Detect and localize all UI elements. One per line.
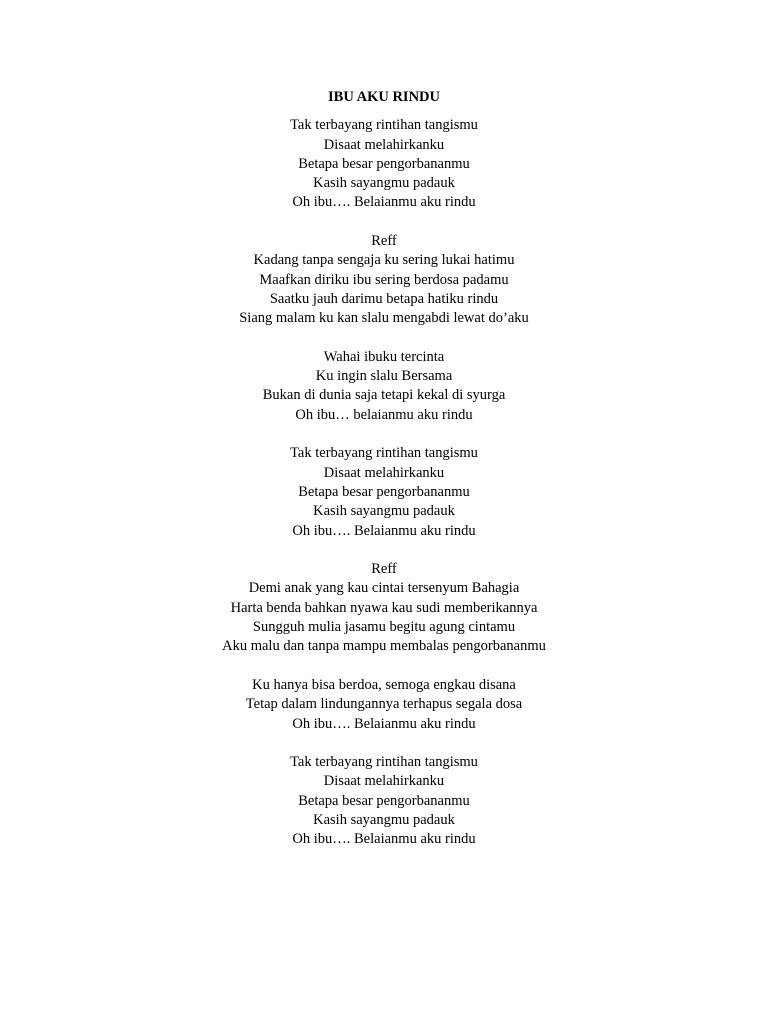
lyric-line: Demi anak yang kau cintai tersenyum Bahagia xyxy=(248,580,520,597)
lyric-line: Tak terbayang rintihan tangismu xyxy=(290,117,478,134)
lyric-line: Siang malam ku kan slalu mengabdi lewat do’aku xyxy=(239,310,529,327)
lyric-line: Kasih sayangmu padauk xyxy=(313,811,455,828)
lyric-line: Disaat melahirkanku xyxy=(323,136,445,153)
lyric-line: Kasih sayangmu padauk xyxy=(313,503,455,520)
lyric-line: Kasih sayangmu padauk xyxy=(313,175,455,192)
lyric-line: Disaat melahirkanku xyxy=(323,464,445,481)
song-title: IBU AKU RINDU xyxy=(328,89,440,105)
lyric-line: Oh ibu…. Belaianmu aku rindu xyxy=(292,194,476,211)
stanza xyxy=(0,676,768,734)
lyric-line: Tak terbayang rintihan tangismu xyxy=(290,445,478,462)
lyrics-body xyxy=(0,116,768,849)
stanza xyxy=(0,560,768,656)
lyric-line: Betapa besar pengorbananmu xyxy=(298,483,470,500)
lyric-line: Sungguh mulia jasamu begitu agung cintamu xyxy=(252,619,516,636)
lyric-line: Saatku jauh darimu betapa hatiku rindu xyxy=(269,290,499,307)
lyric-line: Reff xyxy=(371,233,397,250)
lyric-line: Tak terbayang rintihan tangismu xyxy=(290,754,478,771)
lyric-line: Oh ibu… belaianmu aku rindu xyxy=(295,406,473,423)
stanza xyxy=(0,232,768,328)
stanza xyxy=(0,348,768,425)
lyric-line: Reff xyxy=(371,561,397,578)
stanza xyxy=(0,116,768,212)
document-page xyxy=(0,88,768,869)
lyric-line: Ku ingin slalu Bersama xyxy=(315,368,453,385)
lyric-line: Betapa besar pengorbananmu xyxy=(298,155,470,172)
lyric-line: Bukan di dunia saja tetapi kekal di syurga xyxy=(262,387,506,404)
lyric-line: Oh ibu…. Belaianmu aku rindu xyxy=(292,522,476,539)
lyric-line: Kadang tanpa sengaja ku sering lukai hatimu xyxy=(253,252,515,269)
lyric-line: Tetap dalam lindungannya terhapus segala dosa xyxy=(245,696,523,713)
lyric-line: Disaat melahirkanku xyxy=(323,773,445,790)
lyric-line: Maafkan diriku ibu sering berdosa padamu xyxy=(259,271,509,288)
lyric-line: Betapa besar pengorbananmu xyxy=(298,792,470,809)
lyric-line: Ku hanya bisa berdoa, semoga engkau disana xyxy=(252,676,516,693)
lyric-line: Oh ibu…. Belaianmu aku rindu xyxy=(292,831,476,848)
stanza xyxy=(0,444,768,540)
lyric-line: Wahai ibuku tercinta xyxy=(323,348,445,365)
lyric-line: Aku malu dan tanpa mampu membalas pengorbananmu xyxy=(222,638,546,655)
lyric-line: Harta benda bahkan nyawa kau sudi memberikannya xyxy=(230,599,538,616)
lyric-line: Oh ibu…. Belaianmu aku rindu xyxy=(292,715,476,732)
stanza xyxy=(0,753,768,849)
